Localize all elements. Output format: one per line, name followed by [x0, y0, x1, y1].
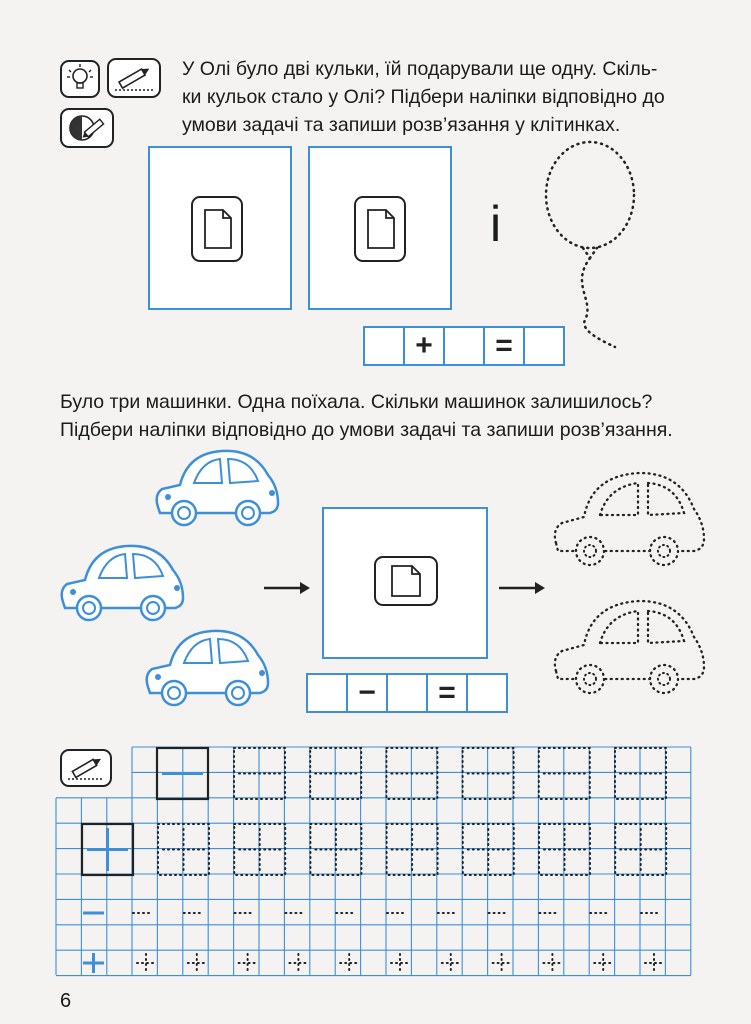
task1-line: умови задачі та запиши розв’язання у клітинках. [182, 114, 621, 136]
task2-line: Підбери наліпки відповідно до умови задачі та запиши розв’язання. [60, 419, 673, 441]
task1-line: ки кульок стало у Олі? Підбери наліпки відповідно до [182, 86, 665, 108]
conjunction-text: і [490, 196, 502, 252]
plus-sign: + [405, 328, 445, 364]
task1-line: У Олі було дві кульки, їй подарували ще одну. Скіль- [182, 58, 658, 80]
minus-sign: − [348, 675, 388, 711]
equals-sign: = [428, 675, 468, 711]
equals-sign: = [485, 328, 525, 364]
page-number: 6 [60, 990, 72, 1012]
task2-line: Було три машинки. Одна поїхала. Скільки машинок залишилось? [60, 391, 653, 413]
